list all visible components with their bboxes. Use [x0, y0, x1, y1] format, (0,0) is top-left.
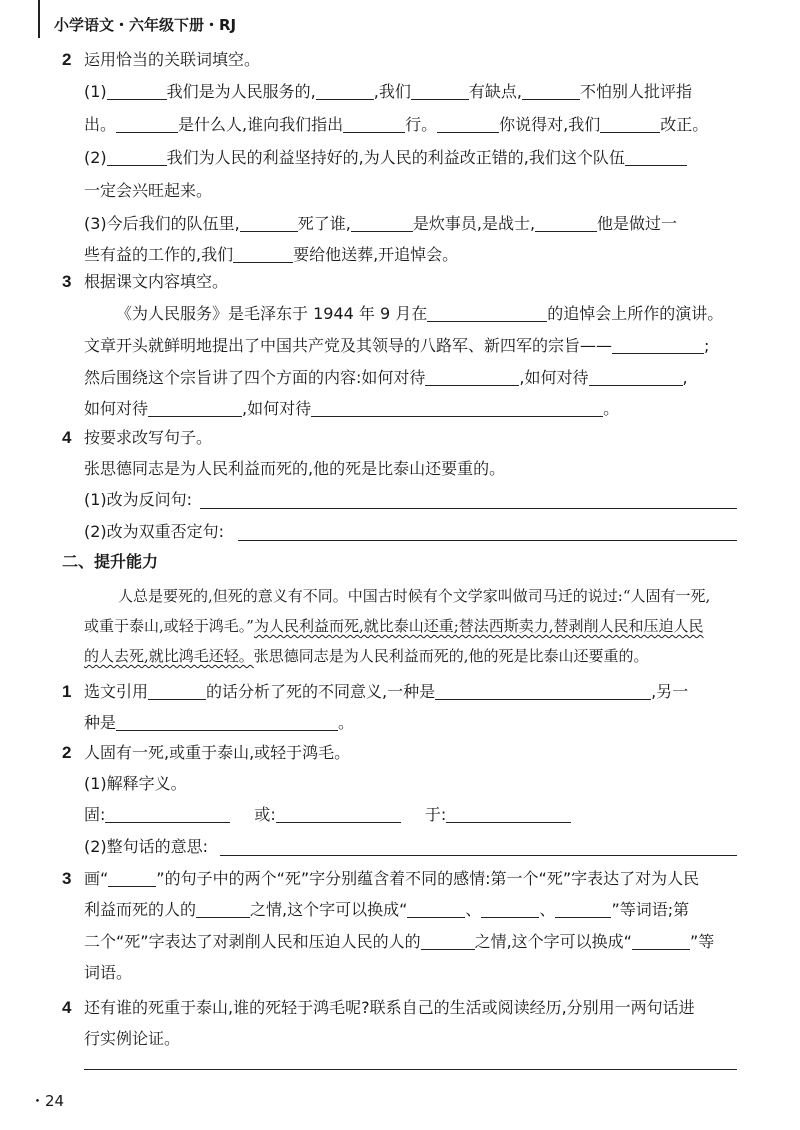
answer-blank[interactable]	[555, 900, 611, 918]
text: ,如何对待	[519, 368, 589, 387]
q3-line-3	[84, 366, 688, 390]
text: 如何对待	[84, 399, 149, 418]
text: (3)今后我们的队伍里,	[84, 214, 240, 233]
text: 于:	[424, 805, 447, 824]
answer-blank[interactable]	[589, 368, 683, 386]
passage-line-3	[84, 644, 649, 668]
question-prompt: 根据课文内容填空。	[84, 272, 229, 291]
p1-line-2	[84, 711, 354, 735]
answer-blank[interactable]	[351, 214, 413, 232]
answer-blank[interactable]	[107, 148, 167, 166]
text: 他是做过一	[597, 214, 678, 233]
answer-blank[interactable]	[148, 399, 242, 417]
answer-blank[interactable]	[148, 682, 206, 700]
q4-item-a: (1)改为反问句:	[84, 490, 193, 509]
text: ,	[682, 368, 688, 387]
answer-blank[interactable]	[316, 82, 374, 100]
text: 然后围绕这个宗旨讲了四个方面的内容:如何对待	[84, 368, 426, 387]
answer-blank[interactable]	[481, 900, 539, 918]
text: 不怕别人批评指	[579, 82, 692, 101]
answer-blank[interactable]	[612, 336, 704, 354]
text: 文章开头就鲜明地提出了中国共产党及其领导的八路军、新四军的宗旨——	[84, 336, 613, 355]
q4-heading	[62, 426, 212, 450]
answer-blank[interactable]	[311, 399, 603, 417]
answer-blank[interactable]	[196, 900, 250, 918]
question-prompt: 还有谁的死重于泰山,谁的死轻于鸿毛呢?联系自己的生活或阅读经历,分别用一两句话进	[84, 998, 695, 1017]
text: 、	[539, 900, 556, 919]
text: 。	[603, 399, 620, 418]
text: 。	[338, 713, 355, 732]
p2-definitions	[84, 803, 571, 827]
text: 利益而死的人的	[84, 900, 197, 919]
text: 你说得对,我们	[499, 115, 601, 134]
answer-blank[interactable]	[105, 805, 230, 823]
answer-blank[interactable]	[116, 115, 178, 133]
question-number: 3	[62, 272, 72, 291]
answer-blank[interactable]	[240, 214, 298, 232]
q2-line-3	[84, 146, 687, 170]
text: 张思德同志是为人民利益而死的,他的死是比泰山还要重的。	[253, 647, 649, 665]
q3-heading	[62, 270, 228, 294]
p4-line-2: 行实例论证。	[84, 1029, 181, 1048]
text: 的话分析了死的不同意义,一种是	[206, 682, 436, 701]
p2-sub-1: (1)解释字义。	[84, 774, 187, 793]
question-prompt: 按要求改写句子。	[84, 428, 213, 447]
text: ”等	[689, 932, 715, 951]
p1-line-1	[62, 680, 688, 704]
text: 改正。	[660, 115, 709, 134]
text: (1)	[84, 82, 107, 101]
p3-line-1	[62, 867, 699, 891]
p3-line-3	[84, 930, 714, 954]
text: ,如何对待	[242, 399, 312, 418]
text: 死了谁,	[297, 214, 351, 233]
text: 或重于泰山,或轻于鸿毛。”	[84, 617, 254, 635]
page-header-title: 小学语文・六年级下册・RJ	[54, 16, 237, 34]
text: 有缺点,	[468, 82, 522, 101]
answer-blank[interactable]	[233, 245, 293, 263]
answer-blank[interactable]	[535, 214, 597, 232]
underlined-sentence: 的人去死,就比鸿毛还轻。	[84, 647, 254, 665]
question-number: 3	[62, 869, 72, 888]
answer-blank[interactable]	[116, 713, 338, 731]
text: 是炊事员,是战士,	[412, 214, 536, 233]
passage-line-1: 人总是要死的,但死的意义有不同。中国古时候有个文学家叫做司马迁的说过:“人固有一死,	[118, 587, 711, 605]
answer-blank[interactable]	[407, 900, 465, 918]
q2-line-4: 一定会兴旺起来。	[84, 181, 213, 200]
text: ,另一	[651, 682, 689, 701]
text: 的追悼会上所作的演讲。	[547, 304, 724, 323]
p4-line-1	[62, 996, 695, 1020]
text: 固:	[84, 805, 106, 824]
q2-line-6	[84, 243, 458, 267]
question-prompt: 人固有一死,或重于泰山,或轻于鸿毛。	[84, 743, 351, 762]
answer-blank[interactable]	[421, 932, 475, 950]
text: 是什么人,谁向我们指出	[178, 115, 344, 134]
q3-line-2	[84, 334, 709, 358]
answer-blank[interactable]	[343, 115, 405, 133]
question-number: 4	[62, 428, 72, 447]
answer-line[interactable]	[238, 540, 737, 541]
answer-blank[interactable]	[446, 805, 571, 823]
header-bar	[38, 0, 40, 38]
passage-line-2	[84, 614, 704, 638]
question-prompt: 运用恰当的关联词填空。	[84, 50, 261, 69]
text: 《为人民服务》是毛泽东于 1944 年 9 月在	[116, 304, 428, 323]
q2-line-2	[84, 113, 708, 137]
text: 要给他送葬,开追悼会。	[293, 245, 459, 264]
answer-line[interactable]	[84, 1069, 737, 1070]
answer-blank[interactable]	[425, 368, 519, 386]
answer-blank[interactable]	[625, 148, 687, 166]
text: ”的句子中的两个“死”字分别蕴含着不同的感情:第一个“死”字表达了对为人民	[156, 869, 700, 888]
question-number: 2	[62, 50, 72, 69]
text: 些有益的工作的,我们	[84, 245, 234, 264]
q3-line-4	[84, 397, 619, 421]
answer-blank[interactable]	[600, 115, 660, 133]
text: 画“	[84, 869, 109, 888]
answer-blank[interactable]	[107, 82, 167, 100]
answer-blank[interactable]	[427, 304, 547, 322]
q2-heading	[62, 48, 260, 72]
text: 或:	[254, 805, 276, 824]
answer-line[interactable]	[200, 508, 737, 509]
text: 种是	[84, 713, 117, 732]
answer-blank[interactable]	[108, 869, 156, 887]
text: 我们是为人民服务的,	[166, 82, 316, 101]
text: ;	[704, 336, 710, 355]
q3-line-1	[116, 302, 723, 326]
text: 行。	[405, 115, 438, 134]
answer-blank[interactable]	[437, 115, 499, 133]
p3-line-2	[84, 898, 689, 922]
text: 之情,这个字可以换成“	[250, 900, 408, 919]
text: (2)	[84, 148, 107, 167]
answer-line[interactable]	[220, 855, 737, 856]
text: 二个“死”字表达了对剥削人民和压迫人民的人的	[84, 932, 421, 951]
underlined-sentence: 为人民利益而死,就比泰山还重;替法西斯卖力,替剥削人民和压迫人民	[253, 617, 704, 635]
section-title: 二、提升能力	[62, 552, 159, 571]
page-number: ・24	[30, 1092, 65, 1110]
question-number: 4	[62, 998, 72, 1017]
question-number: 1	[62, 682, 72, 701]
text: 、	[465, 900, 482, 919]
text: ,我们	[373, 82, 411, 101]
answer-blank[interactable]	[435, 682, 651, 700]
answer-blank[interactable]	[411, 82, 469, 100]
answer-blank[interactable]	[522, 82, 580, 100]
text: 之情,这个字可以换成“	[474, 932, 632, 951]
q4-item-b: (2)改为双重否定句:	[84, 522, 225, 541]
text: ”等词语;第	[611, 900, 690, 919]
text: 我们为人民的利益坚持好的,为人民的利益改正错的,我们这个队伍	[166, 148, 625, 167]
answer-blank[interactable]	[276, 805, 401, 823]
text: 出。	[84, 115, 117, 134]
p2-heading	[62, 741, 350, 765]
question-number: 2	[62, 743, 72, 762]
q2-line-5	[84, 212, 677, 236]
text: 选文引用	[84, 682, 149, 701]
p3-line-4: 词语。	[84, 963, 133, 982]
q2-line-1	[84, 80, 692, 104]
q4-sentence: 张思德同志是为人民利益而死的,他的死是比泰山还要重的。	[84, 459, 506, 478]
p2-sub-2: (2)整句话的意思:	[84, 837, 209, 856]
answer-blank[interactable]	[632, 932, 690, 950]
